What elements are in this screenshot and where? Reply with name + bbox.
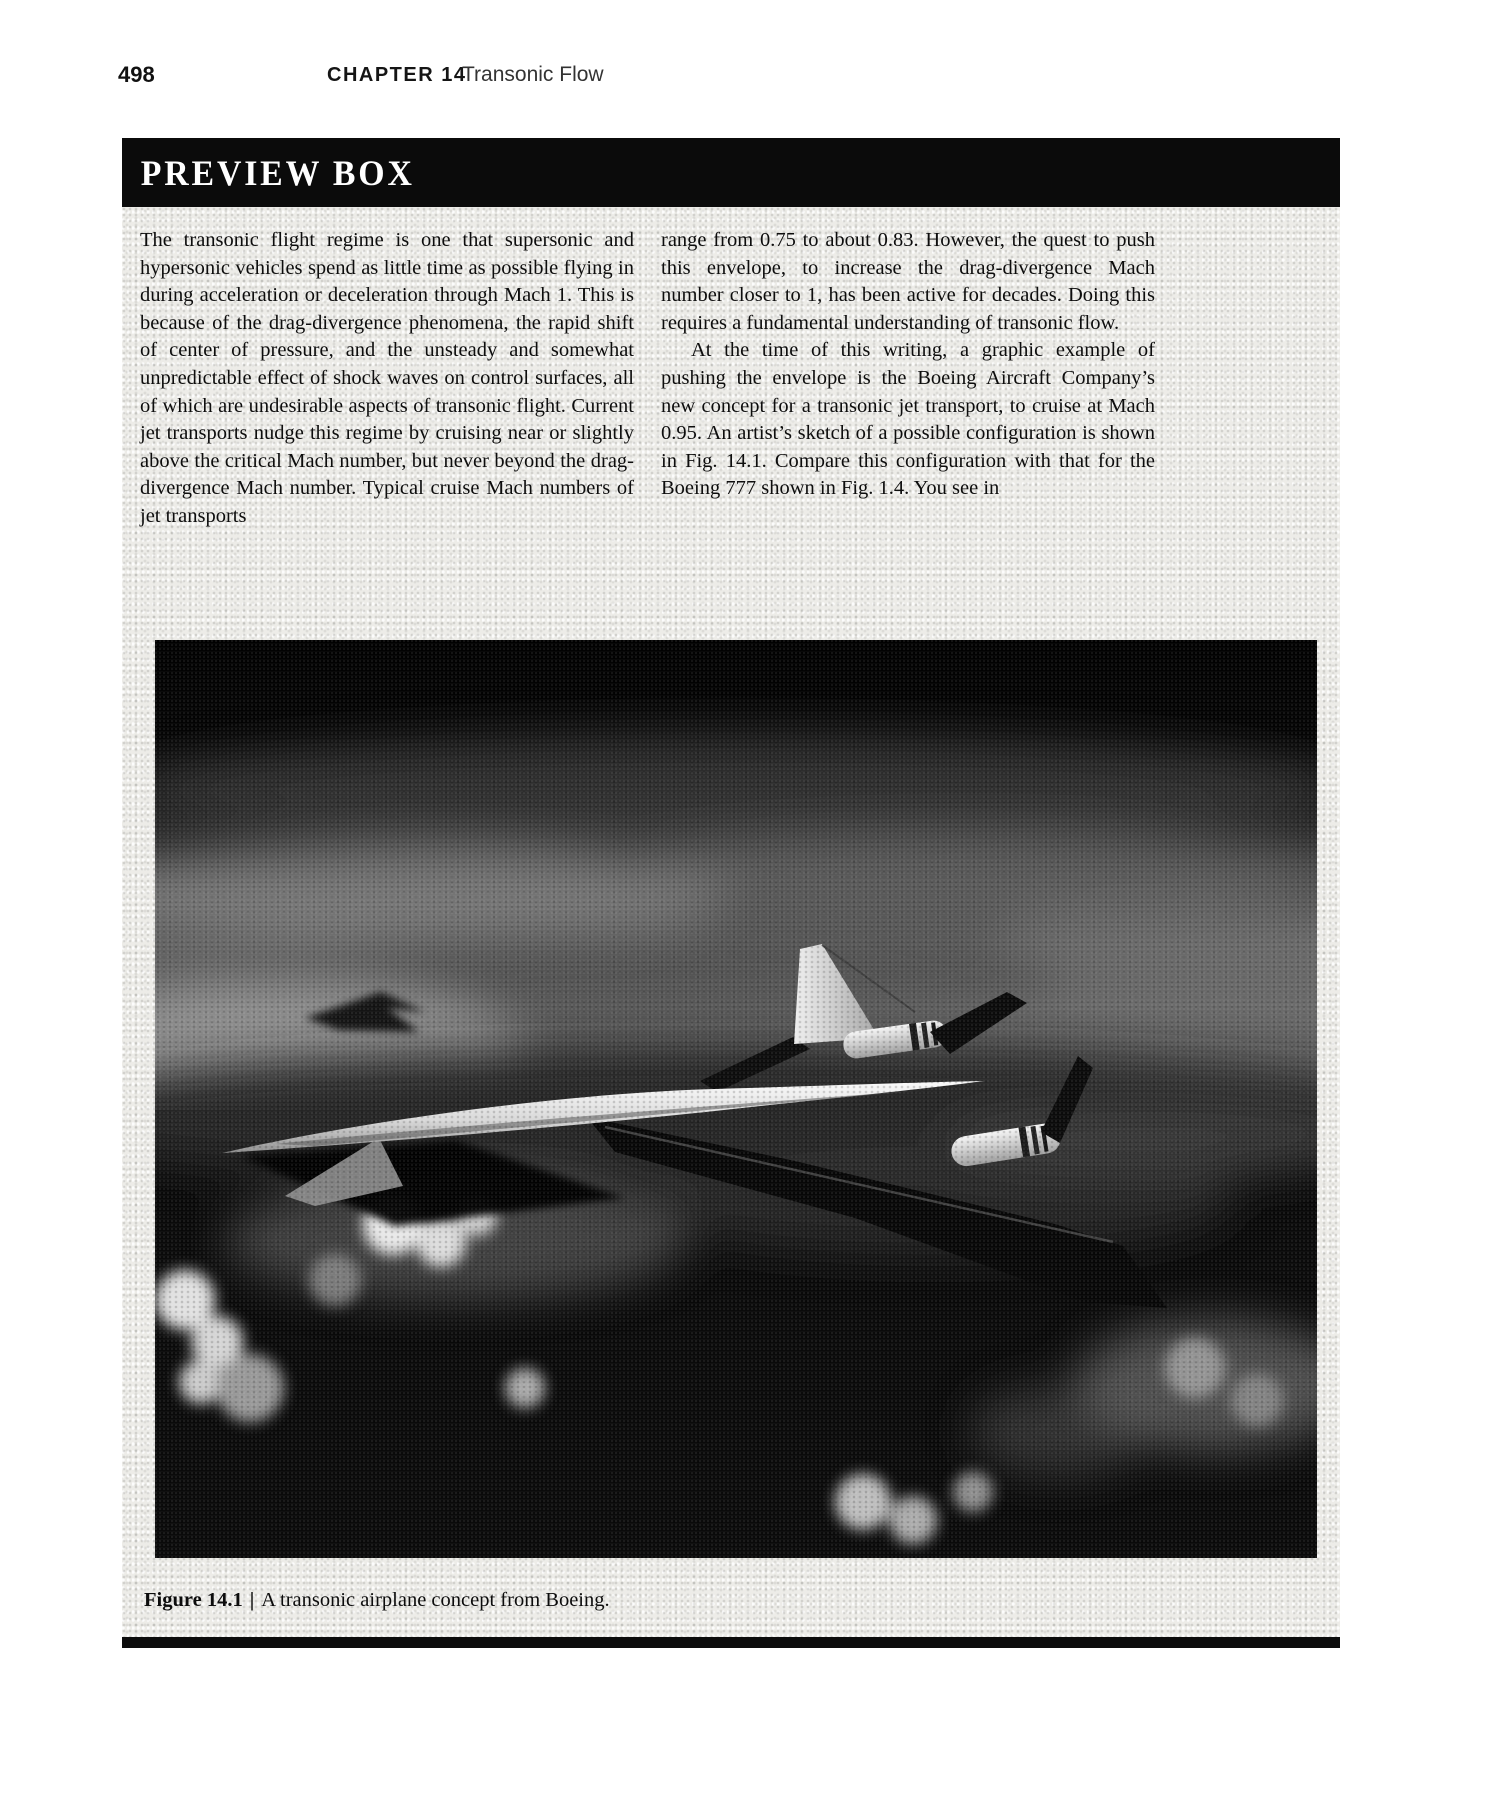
- preview-box-content: [122, 207, 1340, 1637]
- airplane-artwork: [155, 640, 1317, 1558]
- preview-box-banner: [122, 138, 1340, 207]
- figure-caption-text: A transonic airplane concept from Boeing.: [261, 1589, 610, 1611]
- figure-14-1-image: [155, 640, 1317, 1558]
- chapter-label: CHAPTER 14: [327, 64, 467, 86]
- figure-label: Figure 14.1: [144, 1589, 243, 1611]
- caption-separator: |: [249, 1589, 255, 1611]
- preview-box-title: PREVIEW BOX: [140, 153, 415, 193]
- running-head: [0, 0, 1496, 100]
- figure-caption: [144, 1589, 610, 1612]
- text-columns: [140, 227, 1156, 531]
- preview-box: [122, 138, 1340, 1648]
- right-column-paragraph-2: At the time of this writing, a graphic example of pushing the envelope is the Boeing Aircraft Company’s new concept for a transonic jet transport, to cruise at Mach 0.95. An artist’s sketch of a possible configuration is shown in Fig. 14.1. Compare this configuration with that for the Boeing 777 shown in Fig. 1.4. You see in: [661, 339, 1155, 500]
- left-column: [140, 227, 634, 531]
- chapter-title: Transonic Flow: [462, 63, 604, 86]
- right-column: [661, 227, 1155, 531]
- left-column-paragraph: The transonic flight regime is one that supersonic and hypersonic vehicles spend as little time as possible flying in during acceleration or deceleration through Mach 1. This is because of the drag-divergence phenomena, the rapid shift of center of pressure, and the unsteady and somewhat unpredictable effect of shock waves on control surfaces, all of which are undesirable aspects of transonic flight. Current jet transports nudge this regime by cruising near or slightly above the critical Mach number, but never beyond the drag-divergence Mach number. Typical cruise Mach numbers of jet transports: [140, 229, 634, 527]
- preview-box-bottom-rule: [122, 1637, 1340, 1648]
- page-number: 498: [118, 62, 155, 87]
- right-column-paragraph-1: range from 0.75 to about 0.83. However, the quest to push this envelope, to increase the drag-divergence Mach number closer to 1, has been active for decades. Doing this requires a fundamental understanding of transonic flow.: [661, 229, 1155, 334]
